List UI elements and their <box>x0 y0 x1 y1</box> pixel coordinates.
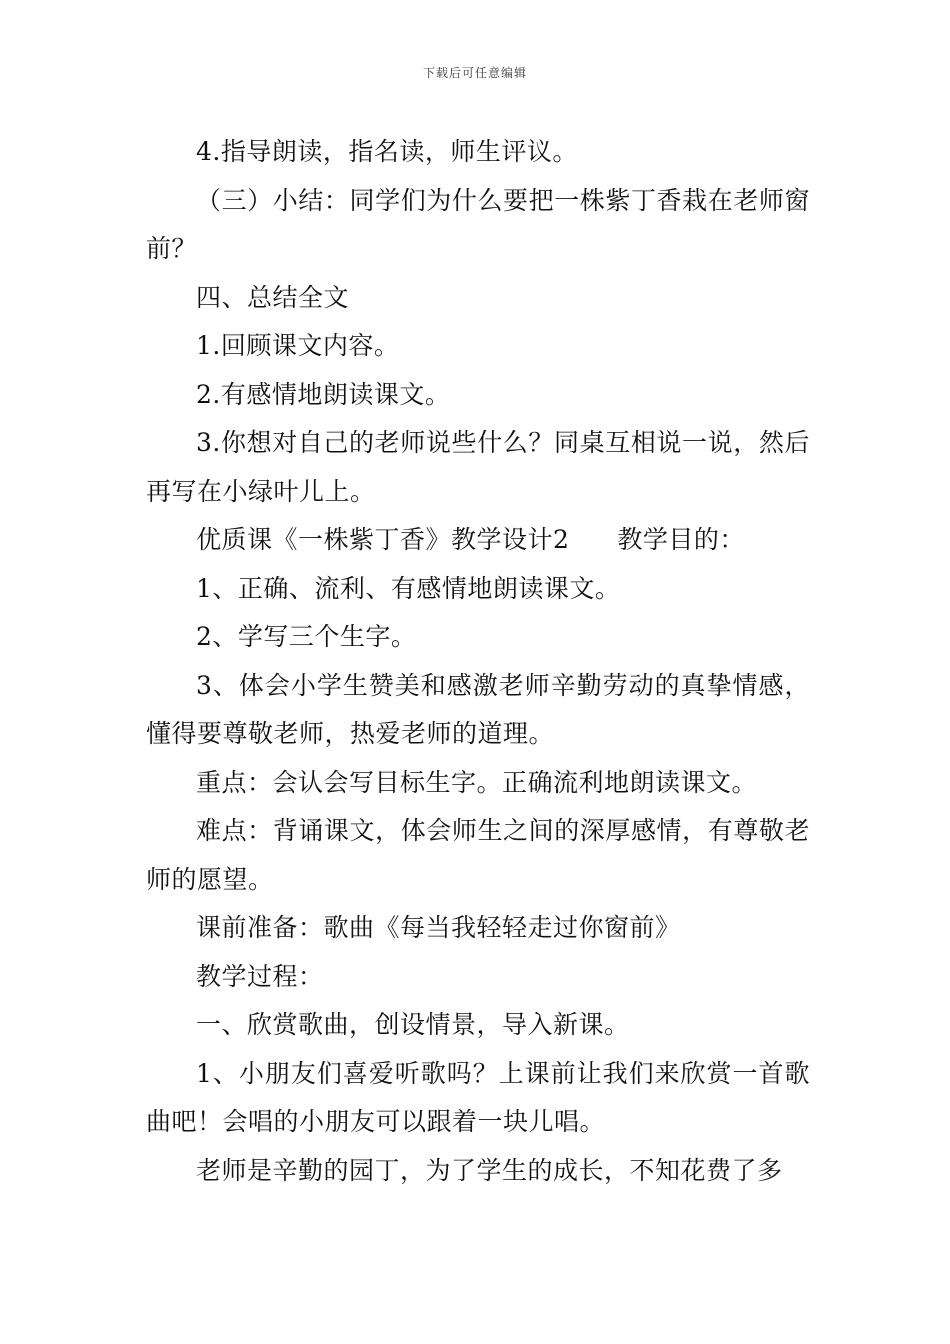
paragraph: 4.指导朗读，指名读，师生评议。 <box>196 137 578 166</box>
paragraph: 2、学写三个生字。 <box>196 622 417 651</box>
paragraph: 一、欣赏歌曲，创设情景，导入新课。 <box>196 1010 630 1039</box>
paragraph: 难点：背诵课文，体会师生之间的深厚感情，有尊敬老师的愿望。 <box>146 816 810 894</box>
section-title-line <box>146 516 810 565</box>
page-header: 下载后可任意编辑 <box>422 66 527 80</box>
paragraph: 1.回顾课文内容。 <box>196 331 400 360</box>
paragraph: （三）小结：同学们为什么要把一株紫丁香栽在老师窗前？ <box>146 185 810 263</box>
paragraph: 3.你想对自己的老师说些什么？同桌互相说一说，然后再写在小绿叶儿上。 <box>146 428 810 506</box>
paragraph: 课前准备：歌曲《每当我轻轻走过你窗前》 <box>196 913 681 942</box>
paragraph: 老师是辛勤的园丁，为了学生的成长，不知花费了多 <box>196 1155 783 1185</box>
paragraph: 1、正确、流利、有感情地朗读课文。 <box>196 573 621 603</box>
paragraph: 教学过程： <box>196 961 324 991</box>
paragraph: 1、小朋友们喜爱听歌吗？上课前让我们来欣赏一首歌曲吧！会唱的小朋友可以跟着一块儿唱。 <box>146 1058 810 1136</box>
paragraph: 2.有感情地朗读课文。 <box>196 379 451 409</box>
document-body <box>146 128 810 1195</box>
paragraph: 3、体会小学生赞美和感激老师辛勤劳动的真挚情感，懂得要尊敬老师，热爱老师的道理。 <box>146 670 810 748</box>
paragraph: 重点：会认会写目标生字。正确流利地朗读课文。 <box>196 767 758 797</box>
section-title: 优质课《一株紫丁香》教学设计2 <box>196 525 570 554</box>
goal-label: 教学目的： <box>617 525 745 554</box>
section-heading: 四、总结全文 <box>196 282 350 312</box>
